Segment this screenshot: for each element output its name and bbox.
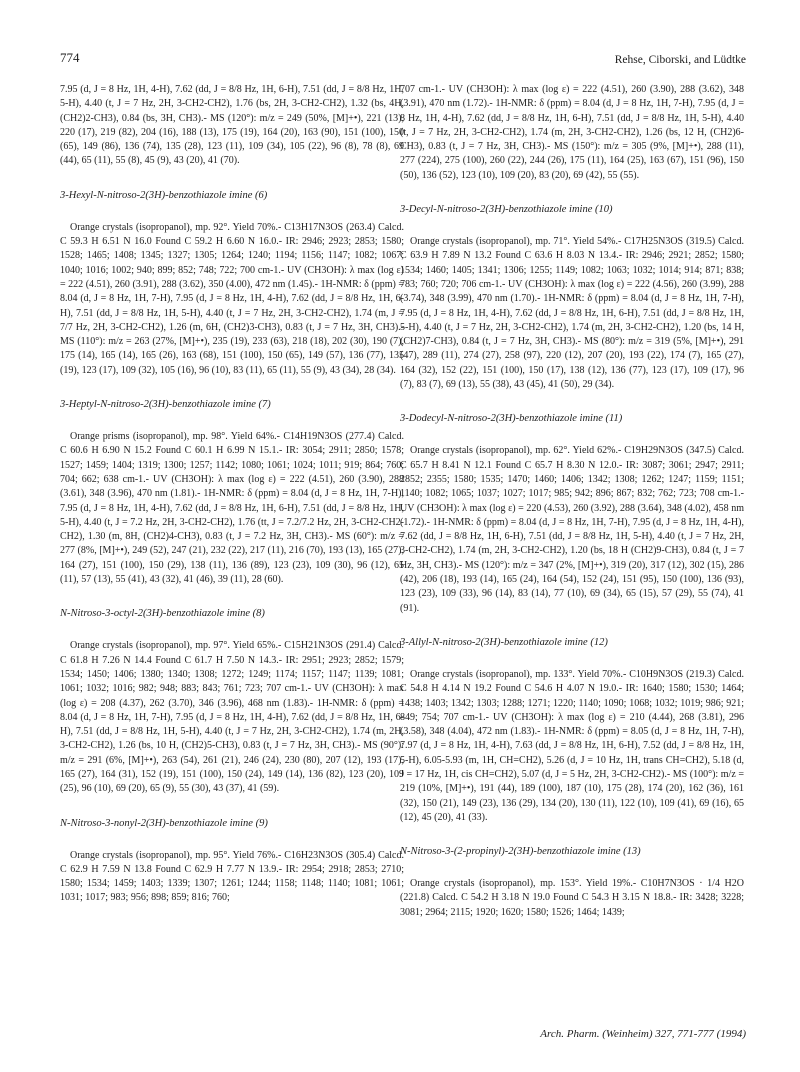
section-heading-compound-7: 3-Heptyl-N-nitroso-2(3H)-benzothiazole imine (7) [60, 399, 271, 411]
section-heading-compound-10: 3-Decyl-N-nitroso-2(3H)-benzothiazole imine (10) [400, 204, 613, 216]
paragraph-compound-6: Orange crystals (isopropanol), mp. 92°. Yield 70%.- C13H17N3OS (263.4) Calcd. C 59.3 H 6.51 N 16.0 Found C 59.2 H 6.60 N 16.0.- IR: 2946; 2923; 2853; 1580; 1528; 1465; 1408; 1345; 1327; 1305; 1264; 1240; 1194; 1156; 1147; 1082; 1067; 1040; 1016; 1002; 940; 899; 852; 748; 722; 700 cm-1.- UV (CH3OH): λ max (log ε) = 222 (4.51), 260 (3.91), 288 (3.62), 350 (4.00), 472 nm (1.45).- 1H-NMR: δ (ppm) = 8.04 (d, J = 8 Hz, 1H, 7-H), 7.95 (d, J = 8 Hz, 1H, 4-H), 7.62 (dd, J = 8/8 Hz, 1H, 6-H), 7.51 (dd, J = 8/8 Hz, 1H, 5-H), 4.40 (t, J = 7 Hz, 2H, 3-CH2-CH2), 1.74 (m, J = 7/7 Hz, 2H, 3-CH2-CH2), 1.26 (m, 6H, (CH2)3-CH3), 0.83 (t, J = 7 Hz, 3H, CH3).- MS (110°): m/z = 263 (27%, [M]+•), 235 (19), 233 (63), 218 (18), 202 (30), 190 (7), 175 (14), 165 (14), 165 (26), 163 (68), 151 (100), 150 (65), 149 (57), 136 (77), 135 (19), 123 (17), 109 (32), 105 (16), 96 (10), 83 (11), 65 (11), 55 (9), 43 (34), 28 (34). [60, 221, 404, 376]
right-column [400, 83, 744, 920]
section-heading-compound-13: N-Nitroso-3-(2-propinyl)-2(3H)-benzothiazole imine (13) [400, 846, 641, 858]
journal-citation-footer: Arch. Pharm. (Weinheim) 327, 771-777 (1994) [540, 1028, 746, 1040]
continued-paragraph: 7.95 (d, J = 8 Hz, 1H, 4-H), 7.62 (dd, J = 8/8 Hz, 1H, 6-H), 7.51 (dd, J = 8/8 Hz, 1H, 5-H), 4.40 (t, J = 7 Hz, 2H, 3-CH2-CH2), 1.76 (bs, 2H, 3-CH2-CH2), 1.32 (bs, 4H, (CH2)2-CH3), 0.84 (bs, 3H, CH3).- MS (120°): m/z = 249 (50%, [M]+•), 221 (13), 220 (17), 219 (82), 204 (16), 188 (13), 175 (19), 164 (20), 163 (90), 151 (100), 150 (65), 149 (86), 136 (74), 135 (28), 123 (11), 109 (34), 105 (22), 96 (8), 78 (8), 69 (44), 65 (11), 55 (8), 45 (9), 43 (20), 41 (70). [60, 84, 404, 167]
page-number: 774 [60, 50, 80, 65]
paragraph-compound-11: Orange crystals (isopropanol), mp. 62°. Yield 62%.- C19H29N3OS (347.5) Calcd. C 65.7 H 8.41 N 12.1 Found C 65.7 H 8.30 N 12.0.- IR: 3087; 3061; 2947; 2911; 2852; 2355; 1580; 1535; 1470; 1460; 1406; 1342; 1308; 1262; 1247; 1159; 1151; 1140; 1082; 1065; 1037; 1027; 1017; 985; 942; 896; 867; 832; 762; 723; 708 cm-1.- UV (CH3OH): λ max (log ε) = 220 (4.53), 260 (3.92), 288 (3.64), 348 (4.02), 458 nm (1.72).- 1H-NMR: δ (ppm) = 8.04 (d, J = 8 Hz, 1H, 7-H), 7.95 (d, J = 8 Hz, 1H, 4-H), 7.62 (dd, J = 8/8 Hz, 1H, 6-H), 7.51 (dd, J = 8/8 Hz, 1H, 5-H), 4.40 (t, J = 7 Hz, 2H, 3-CH2-CH2), 1.74 (m, 2H, 3-CH2-CH2), 1.20 (bs, 18 H (CH2)9-CH3), 0.84 (t, J = 7 Hz, 3H, CH3).- MS (120°): m/z = 347 (2%, [M]+•), 319 (20), 317 (12), 302 (15), 286 (42), 206 (18), 193 (14), 165 (24), 164 (54), 152 (24), 151 (95), 150 (100), 136 (93), 123 (23), 109 (33), 96 (14), 83 (14), 77 (10), 69 (34), 65 (15), 57 (29), 55 (74), 41 (91). [400, 445, 744, 614]
section-heading-compound-11: 3-Dodecyl-N-nitroso-2(3H)-benzothiazole imine (11) [400, 413, 623, 425]
paragraph-compound-9: Orange crystals (isopropanol), mp. 95°. Yield 76%.- C16H23N3OS (305.4) Calcd. C 62.9 H 7.59 N 13.8 Found C 62.9 H 7.77 N 13.9.- IR: 2954; 2918; 2853; 2710; 1580; 1534; 1459; 1403; 1339; 1307; 1261; 1244; 1158; 1148; 1140; 1081; 1061; 1031; 1017; 983; 956; 898; 859; 816; 760; [60, 849, 404, 904]
running-head-authors: Rehse, Ciborski, and Lüdtke [614, 54, 746, 66]
paragraph-compound-8: Orange crystals (isopropanol), mp. 97°. Yield 65%.- C15H21N3OS (291.4) Calcd. C 61.8 H 7.26 N 14.4 Found C 61.7 H 7.50 N 14.3.- IR: 2951; 2923; 2852; 1579; 1534; 1450; 1406; 1380; 1340; 1308; 1272; 1249; 1174; 1157; 1147; 1139; 1081; 1061; 1032; 1016; 982; 948; 883; 843; 761; 723; 707 cm-1.- UV (CH3OH): λ max (log ε) = 208 (4.37), 262 (3.70), 346 (3.96), 468 nm (1.83).- 1H-NMR: δ (ppm) = 8.04 (d, J = 8 Hz, 1H, 7-H), 7.95 (d, J = 8 Hz, 1H, 4-H), 7.62 (dd, J = 8/8 Hz, 1H, 6-H), 7.51 (dd, J = 8/8 Hz, 1H, 5-H), 4.40 (t, J = 7 Hz, 2H, 3-CH2-CH2), 1.74 (m, 2H, 3-CH2-CH2), 1.26 (bs, 10 H, (CH2)5-CH3), 0.83 (t, J = 7 Hz, 3H, CH3).- MS (90°): m/z = 291 (6%, [M]+•), 263 (54), 261 (21), 246 (24), 230 (80), 207 (12), 193 (17), 165 (27), 164 (31), 152 (19), 151 (100), 150 (24), 149 (14), 136 (82), 123 (20), 109 (25), 96 (10), 69 (20), 65 (9), 55 (30), 43 (37), 41 (59). [60, 640, 404, 795]
paragraph-compound-12: Orange crystals (isopropanol), mp. 133°. Yield 70%.- C10H9N3OS (219.3) Calcd. C 54.8 H 4.14 N 19.2 Found C 54.6 H 4.07 N 19.0.- IR: 1640; 1580; 1530; 1464; 1438; 1403; 1342; 1303; 1288; 1271; 1220; 1140; 1090; 1068; 1032; 1019; 986; 921; 849; 754; 707 cm-1.- UV (CH3OH): λ max (log ε) = 210 (4.44), 268 (3.81), 296 (3.58), 348 (4.04), 472 nm (1.83).- 1H-NMR: δ (ppm) = 8.05 (d, J = 8 Hz, 1H, 7-H), 7.97 (d, J = 8 Hz, 1H, 4-H), 7.63 (dd, J = 8/8 Hz, 1H, 6-H), 7.52 (dd, J = 8/8 Hz, 1H, 5-H), 6.05-5.93 (m, 1H, CH=CH2), 5.26 (d, J = 10 Hz, 1H, trans CH=CH2), 5.18 (d, J = 17 Hz, 1H, cis CH=CH2), 5.07 (d, J = 5 Hz, 2H, 3-CH2-CH2).- MS (100°): m/z = 219 (10%, [M]+•), 191 (44), 189 (100), 187 (10), 175 (28), 174 (20), 162 (36), 161 (32), 150 (21), 149 (23), 136 (29), 134 (20), 130 (11), 122 (10), 109 (41), 69 (16), 65 (12), 45 (20), 41 (33). [400, 668, 744, 823]
section-heading-compound-8: N-Nitroso-3-octyl-2(3H)-benzothiazole imine (8) [60, 608, 265, 620]
paragraph-compound-13: Orange crystals (isopropanol), mp. 153°. Yield 19%.- C10H7N3OS · 1/4 H2O (221.8) Calcd. C 54.2 H 3.18 N 19.0 Found C 54.3 H 3.15 N 18.8.- IR: 3428; 3228; 3081; 2964; 2115; 1920; 1620; 1580; 1526; 1464; 1439; [400, 878, 744, 918]
paragraph-compound-10: Orange crystals (isopropanol), mp. 71°. Yield 54%.- C17H25N3OS (319.5) Calcd. C 63.9 H 7.89 N 13.2 Found C 63.6 H 8.03 N 13.4.- IR: 2946; 2921; 2852; 1580; 1534; 1460; 1405; 1341; 1306; 1255; 1149; 1082; 1063; 1032; 1014; 914; 871; 838; 783; 760; 720; 706 cm-1.- UV (CH3OH): λ max (log ε) = 222 (4.56), 260 (3.99), 288 (3.74), 348 (3.99), 470 nm (1.70).- 1H-NMR: δ (ppm) = 8.04 (d, J = 8 Hz, 1H, 7-H), 7.95 (d, J = 8 Hz, 1H, 4-H), 7.62 (dd, J = 8/8 Hz, 1H, 6-H), 7.51 (dd, J = 8/8 Hz, 1H, 5-H), 4.40 (t, J = 7 Hz, 2H, 3-CH2-CH2), 1.74 (m, 2H, 3-CH2-CH2), 1.20 (bs, 14 H, (CH2)7-CH3), 0.84 (t, J = 7 Hz, 3H, CH3).- MS (80°): m/z = 319 (5%, [M]+•), 291 (47), 289 (11), 274 (27), 258 (97), 220 (12), 207 (20), 193 (22), 174 (7), 165 (27), 164 (32), 152 (22), 151 (100), 150 (17), 138 (12), 136 (77), 123 (17), 109 (17), 96 (7), 83 (7), 69 (13), 55 (38), 43 (45), 41 (50), 29 (34). [400, 236, 744, 391]
paragraph-compound-7: Orange prisms (isopropanol), mp. 98°. Yield 64%.- C14H19N3OS (277.4) Calcd. C 60.6 H 6.90 N 15.2 Found C 60.1 H 6.99 N 15.1.- IR: 3054; 2911; 2850; 1578; 1527; 1459; 1404; 1319; 1300; 1257; 1142; 1080; 1061; 1024; 1011; 919; 864; 760; 704; 662; 638 cm-1.- UV (CH3OH): λ max (log ε) = 222 (4.51), 260 (3.90), 288 (3.61), 348 (3.96), 470 nm (1.81).- 1H-NMR: δ (ppm) = 8.04 (d, J = 8 Hz, 1H, 7-H), 7.95 (d, J = 8 Hz, 1H, 4-H), 7.62 (dd, J = 8/8 Hz, 1H, 6-H), 7.51 (dd, J = 8/8 Hz, 1H, 5-H), 4.40 (t, J = 7.2 Hz, 2H, 3-CH2-CH2), 1.76 (tt, J = 7.2/7.2 Hz, 2H, 3-CH2-CH2-CH2), 1.30 (m, 8H, (CH2)4-CH3), 0.83 (t, J = 7.2 Hz, 3H, CH3).- MS (60°): m/z = 277 (8%, [M]+•), 249 (52), 247 (21), 232 (22), 217 (11), 216 (70), 193 (13), 165 (27), 164 (27), 151 (100), 150 (29), 138 (11), 136 (89), 123 (23), 109 (30), 96 (12), 65 (11), 57 (13), 55 (41), 43 (32), 41 (46), 39 (11), 28 (60). [60, 431, 404, 586]
left-column [60, 83, 404, 906]
section-heading-compound-6: 3-Hexyl-N-nitroso-2(3H)-benzothiazole imine (6) [60, 189, 268, 201]
section-heading-compound-12: 3-Allyl-N-nitroso-2(3H)-benzothiazole imine (12) [400, 636, 608, 648]
continued-paragraph: 707 cm-1.- UV (CH3OH): λ max (log ε) = 222 (4.51), 260 (3.90), 288 (3.62), 348 (3.91), 470 nm (1.72).- 1H-NMR: δ (ppm) = 8.04 (d, J = 8 Hz, 1H, 7-H), 7.95 (d, J = 8 Hz, 1H, 4-H), 7.62 (dd, J = 8/8 Hz, 1H, 6-H), 7.51 (dd, J = 8/8 Hz, 1H, 5-H), 4.40 (t, J = 7 Hz, 2H, 3-CH2-CH2), 1.74 (m, 2H, 3-CH2-CH2), 1.26 (bs, 12 H, (CH2)6-CH3), 0.83 (t, J = 7 Hz, 3H, CH3).- MS (150°): m/z = 305 (9%, [M]+•), 288 (11), 277 (224), 275 (100), 260 (22), 244 (26), 175 (11), 164 (25), 163 (67), 151 (96), 150 (50), 136 (52), 123 (10), 109 (20), 83 (20), 69 (42), 55 (55). [400, 84, 744, 181]
section-heading-compound-9: N-Nitroso-3-nonyl-2(3H)-benzothiazole imine (9) [60, 817, 268, 829]
